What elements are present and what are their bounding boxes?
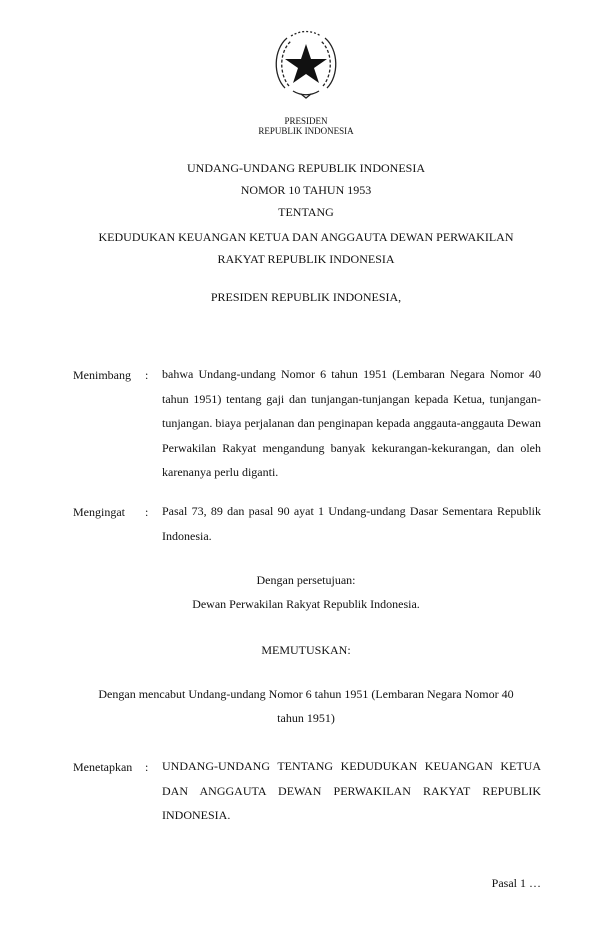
menetapkan-text: UNDANG-UNDANG TENTANG KEDUDUKAN KEUANGAN KETUA DAN ANGGAUTA DEWAN PERWAKILAN RAKYAT REPUBLIK INDONESIA. <box>162 759 541 822</box>
menetapkan-colon: : <box>145 760 149 774</box>
title-line3: TENTANG <box>278 205 334 219</box>
presidential-emblem-icon <box>271 28 341 100</box>
header-line2: REPUBLIK INDONESIA <box>258 126 354 136</box>
persetujuan-line1: Dengan persetujuan: <box>256 573 356 587</box>
title-line1: UNDANG-UNDANG REPUBLIK INDONESIA <box>187 161 425 175</box>
menimbang-text: bahwa Undang-undang Nomor 6 tahun 1951 (Lembaran Negara Nomor 40 tahun 1951) tentang gaji dan tunjangan-tunjangan kepada Ketua, tunjangan-tunjangan. biaya perjalanan dan penginapan kepada anggauta-anggauta Dewan Perwakilan Rakyat mengandung banyak kekurangan-kekurangan, dan oleh karenanya perlu diganti. <box>162 367 541 479</box>
president-heading: PRESIDEN REPUBLIK INDONESIA, <box>210 290 402 304</box>
menimbang-label: Menimbang <box>73 368 131 382</box>
title-line4: KEDUDUKAN KEUANGAN KETUA DAN ANGGAUTA DEWAN PERWAKILAN <box>98 230 514 244</box>
persetujuan-line2: Dewan Perwakilan Rakyat Republik Indonesia. <box>192 597 420 611</box>
memutuskan-heading: MEMUTUSKAN: <box>261 643 351 657</box>
next-page-reference: Pasal 1 … <box>491 876 541 890</box>
title-line5: RAKYAT REPUBLIK INDONESIA <box>217 252 395 266</box>
mencabut-line2: tahun 1951) <box>277 711 335 725</box>
mengingat-colon: : <box>145 505 149 519</box>
mengingat-label: Mengingat <box>73 505 125 519</box>
mengingat-text: Pasal 73, 89 dan pasal 90 ayat 1 Undang-undang Dasar Sementara Republik Indonesia. <box>162 504 541 543</box>
menimbang-colon: : <box>145 368 149 382</box>
menetapkan-label: Menetapkan <box>73 760 133 774</box>
title-line2: NOMOR 10 TAHUN 1953 <box>240 183 372 197</box>
mencabut-line1: Dengan mencabut Undang-undang Nomor 6 tahun 1951 (Lembaran Negara Nomor 40 <box>98 687 514 701</box>
header-line1: PRESIDEN <box>284 116 328 126</box>
